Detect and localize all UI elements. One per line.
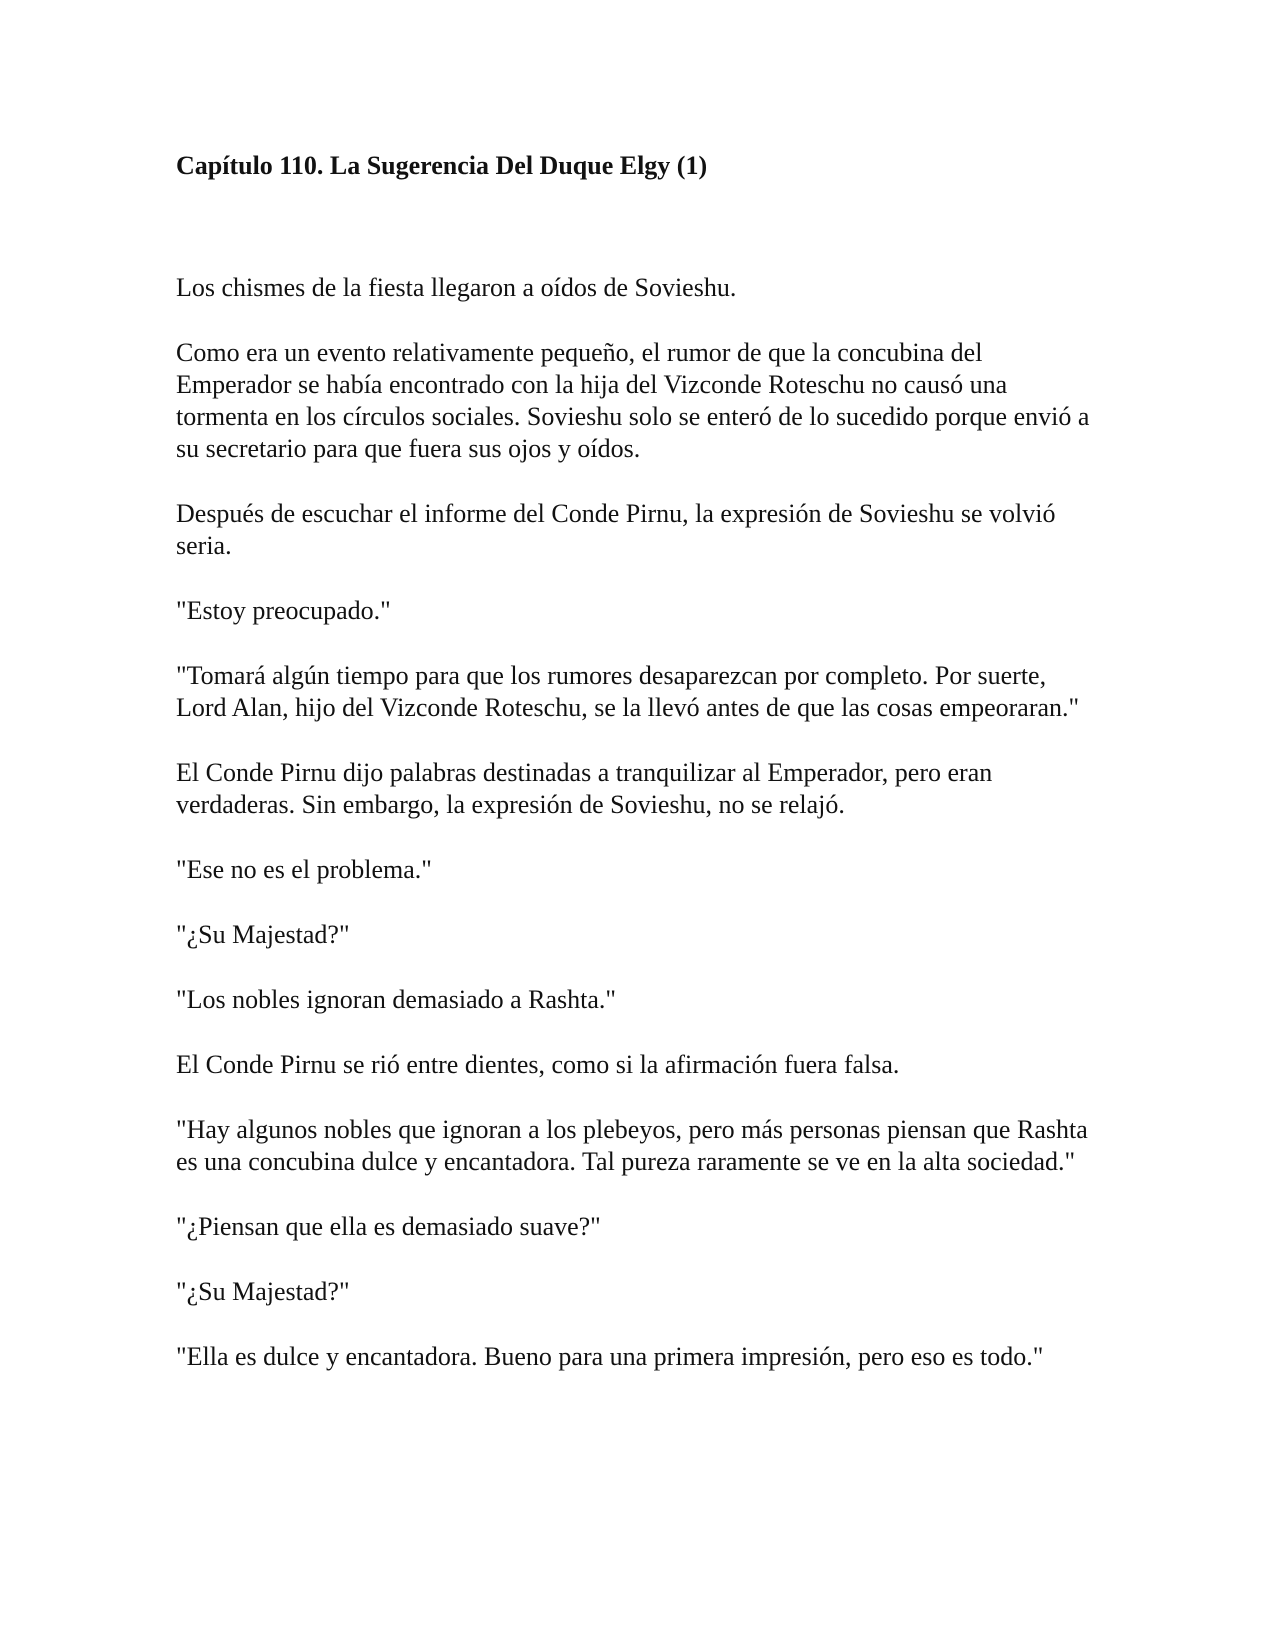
paragraph: "¿Su Majestad?" <box>176 1277 350 1306</box>
paragraph: El Conde Pirnu dijo palabras destinadas a tranquilizar al Emperador, pero eran verdaderas. Sin embargo, la expresión de Sovieshu, no se relajó. <box>176 758 993 819</box>
chapter-body <box>176 272 1096 1406</box>
paragraph: "Tomará algún tiempo para que los rumores desaparezcan por completo. Por suerte, Lord Alan, hijo del Vizconde Roteschu, se la llevó antes de que las cosas empeoraran." <box>176 661 1080 722</box>
paragraph: El Conde Pirnu se rió entre dientes, como si la afirmación fuera falsa. <box>176 1050 900 1079</box>
paragraph: "Estoy preocupado." <box>176 596 391 625</box>
paragraph: "Ese no es el problema." <box>176 855 432 884</box>
paragraph: Después de escuchar el informe del Conde Pirnu, la expresión de Sovieshu se volvió seria. <box>176 499 1056 560</box>
paragraph: Como era un evento relativamente pequeño, el rumor de que la concubina del Emperador se había encontrado con la hija del Vizconde Roteschu no causó una tormenta en los círculos sociales. Sovieshu solo se enteró de lo sucedido porque envió a su secretario para que fuera sus ojos y oídos. <box>176 338 1090 463</box>
paragraph: "Los nobles ignoran demasiado a Rashta." <box>176 985 617 1014</box>
chapter-title: Capítulo 110. La Sugerencia Del Duque Elgy (1) <box>176 151 708 180</box>
paragraph: Los chismes de la fiesta llegaron a oídos de Sovieshu. <box>176 273 737 302</box>
paragraph: "¿Su Majestad?" <box>176 920 350 949</box>
paragraph: "Hay algunos nobles que ignoran a los plebeyos, pero más personas piensan que Rashta es una concubina dulce y encantadora. Tal pureza raramente se ve en la alta sociedad." <box>176 1115 1088 1176</box>
paragraph: "Ella es dulce y encantadora. Bueno para una primera impresión, pero eso es todo." <box>176 1342 1044 1371</box>
paragraph: "¿Piensan que ella es demasiado suave?" <box>176 1212 601 1241</box>
